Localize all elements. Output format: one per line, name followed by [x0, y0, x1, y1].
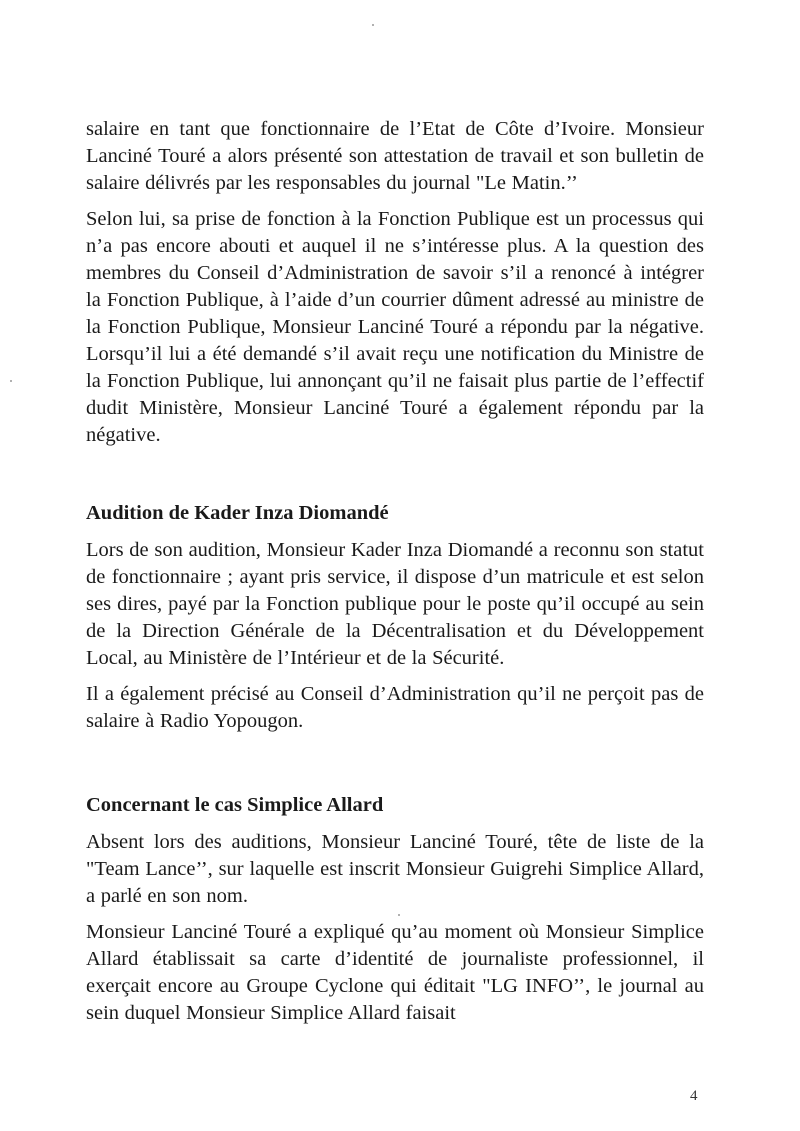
section-heading-diomande: Audition de Kader Inza Diomandé [86, 502, 389, 524]
paragraph-intro-1: salaire en tant que fonctionnaire de l’Etat de Côte d’Ivoire. Monsieur Lanciné Touré a alors présenté son attestation de travail et son bulletin de salaire délivrés par les responsables du journal "Le Matin.’’ [86, 118, 704, 194]
scan-speck [372, 24, 374, 26]
page-number: 4 [690, 1088, 698, 1104]
scan-speck [10, 380, 12, 382]
spacer [86, 458, 704, 500]
paragraph-intro-2: Selon lui, sa prise de fonction à la Fonction Publique est un processus qui n’a pas encore abouti et auquel il ne s’intéresse plus. A la question des membres du Conseil d’Administration de savoir s’il a renoncé à intégrer la Fonction Publique, à l’aide d’un courrier dûment adressé au ministre de la Fonction Publique, Monsieur Lanciné Touré a répondu par la négative. Lorsqu’il lui a été demandé s’il avait reçu une notification du Ministre de la Fonction Publique, lui annonçant qu’il ne faisait plus partie de l’effectif dudit Ministère, Monsieur Lanciné Touré a également répondu par la négative. [86, 208, 704, 446]
paragraph-diomande-1: Lors de son audition, Monsieur Kader Inza Diomandé a reconnu son statut de fonctionnaire ; ayant pris service, il dispose d’un matricule et est selon ses dires, payé par la Fonction publique pour le poste qu’il occupé au sein de la Direction Générale de la Décentralisation et du Développement Local, au Ministère de l’Intérieur et de la Sécurité. [86, 539, 704, 669]
paragraph-allard-1: Absent lors des auditions, Monsieur Lanciné Touré, tête de liste de la "Team Lance’’, sur laquelle est inscrit Monsieur Guigrehi Simplice Allard, a parlé en son nom. [86, 831, 704, 907]
section-heading-allard: Concernant le cas Simplice Allard [86, 794, 384, 816]
paragraph-diomande-2: Il a également précisé au Conseil d’Administration qu’il ne perçoit pas de salaire à Radio Yopougon. [86, 683, 704, 732]
document-page [86, 116, 704, 1036]
paragraph-allard-2: Monsieur Lanciné Touré a expliqué qu’au moment où Monsieur Simplice Allard établissait sa carte d’identité de journaliste professionnel, il exerçait encore au Groupe Cyclone qui éditait "LG INFO’’, le journal au sein duquel Monsieur Simplice Allard faisait [86, 921, 704, 1024]
spacer [86, 744, 704, 792]
